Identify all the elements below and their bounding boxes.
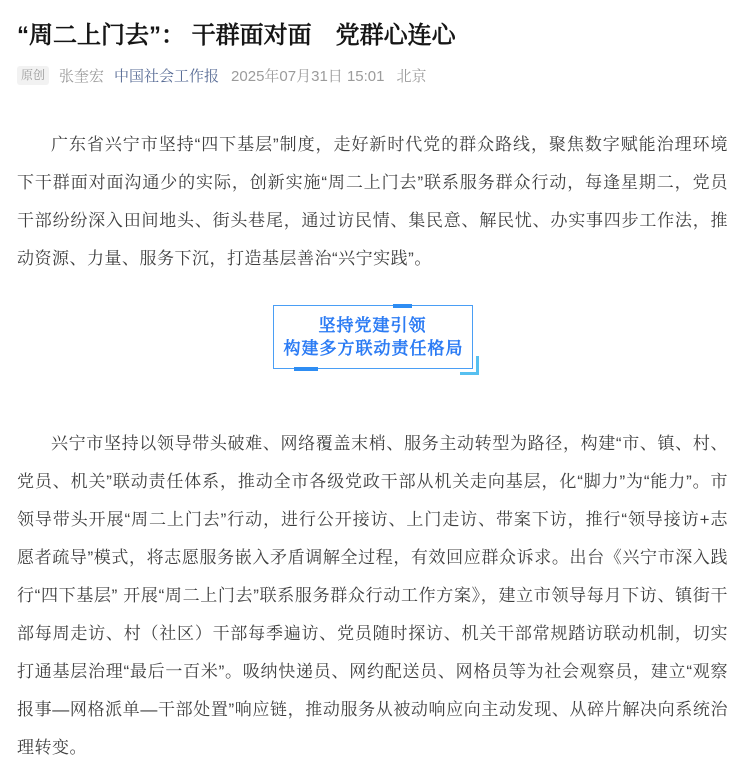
publish-location: 北京	[396, 68, 427, 85]
highlight-line-1: 坚持党建引领	[318, 316, 427, 335]
author-name: 张奎宏	[59, 68, 105, 85]
box-bottom-dash	[294, 367, 318, 371]
highlight-line-2: 构建多方联动责任格局	[283, 339, 464, 358]
byline	[17, 65, 728, 86]
account-name-link[interactable]: 中国社会工作报	[114, 68, 220, 85]
paragraph-intro: 广东省兴宁市坚持“四下基层”制度，走好新时代党的群众路线，聚焦数字赋能治理环境下干群面对面沟通少的实际，创新实施“周二上门去”联系服务群众行动，每逢星期二，党员干部纷纷深入田间地头、街头巷尾，通过访民情、集民意、解民忧、办实事四步工作法，推动资源、力量、服务下沉，打造基层善治“兴宁实践”。	[17, 135, 728, 268]
section-highlight-box	[273, 305, 473, 369]
box-corner-bracket	[460, 356, 479, 375]
publish-datetime: 2025年07月31日 15:01	[231, 68, 385, 85]
page-title: “周二上门去”： 干群面对面 党群心连心	[17, 22, 456, 49]
original-badge[interactable]: 原创	[17, 66, 49, 85]
paragraph-main: 兴宁市坚持以领导带头破难、网络覆盖末梢、服务主动转型为路径，构建“市、镇、村、党员、机关”联动责任体系，推动全市各级党政干部从机关走向基层，化“脚力”为“能力”。市领导带头开展“周二上门去”行动，进行公开接访、上门走访、带案下访，推行“领导接访+志愿者疏导”模式，将志愿服务嵌入矛盾调解全过程，有效回应群众诉求。出台《兴宁市深入践行“四下基层” 开展“周二上门去”联系服务群众行动工作方案》，建立市领导每月下访、镇街干部每周走访、村（社区）干部每季遍访、党员随时探访、机关干部常规踏访联动机制，切实打通基层治理“最后一百米”。吸纳快递员、网约配送员、网格员等为社会观察员，建立“观察报事—网格派单—干部处置”响应链，推动服务从被动响应向主动发现、从碎片解决向系统治理转变。	[17, 434, 728, 757]
box-top-dash	[393, 304, 412, 308]
